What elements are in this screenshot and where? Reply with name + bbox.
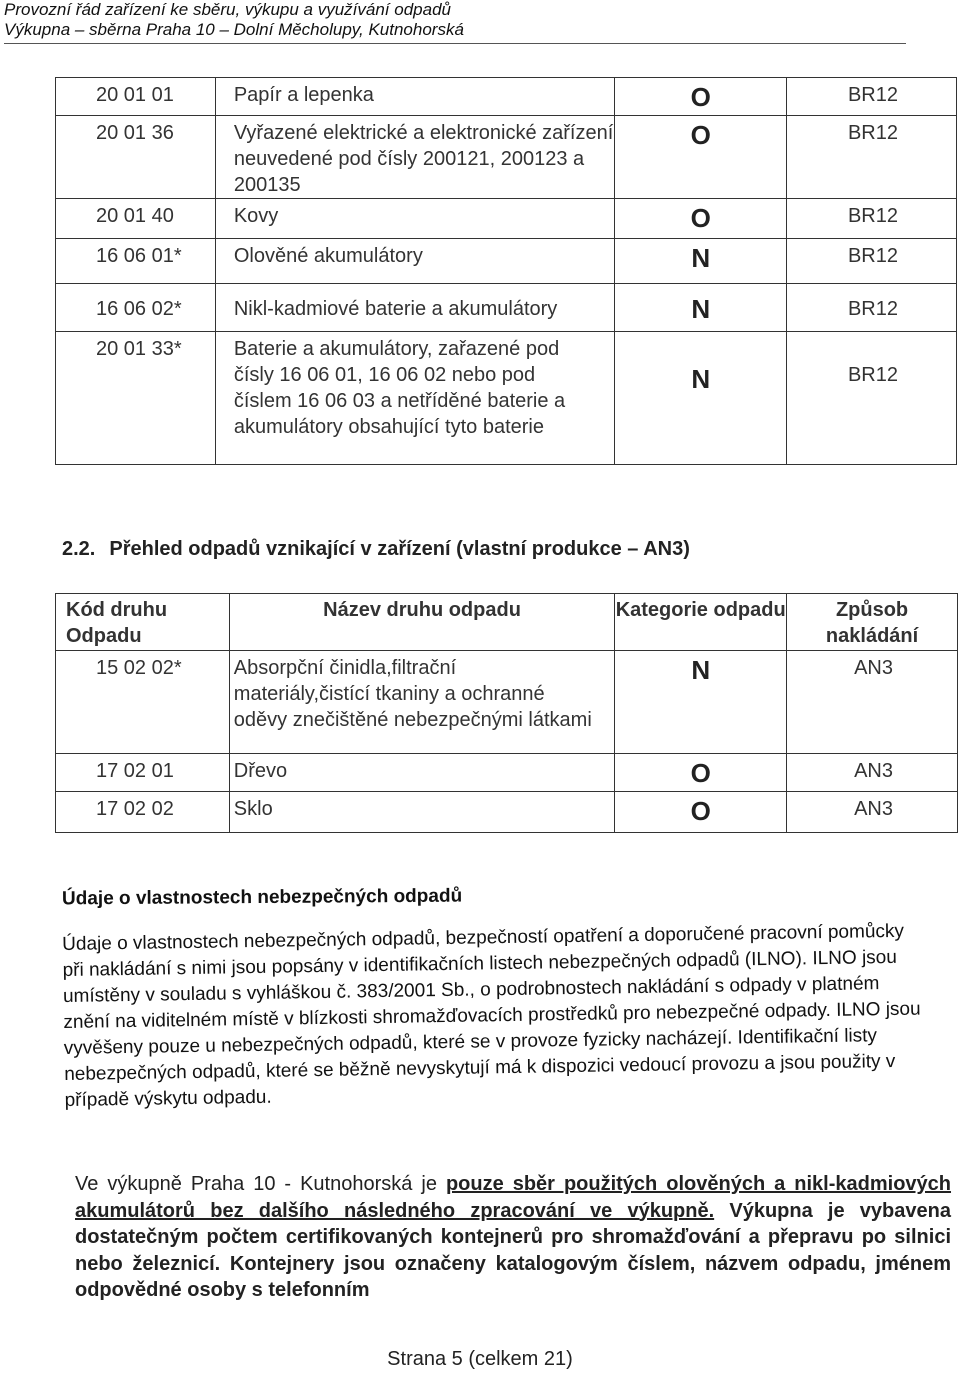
waste-code: 15 02 02* xyxy=(56,651,230,754)
table-header-row xyxy=(56,594,958,651)
hazardous-waste-paragraph: Údaje o vlastnostech nebezpečných odpadů, bezpečností opatření a doporučené pracovní pomůcky při nakládání s nimi jsou popsány v identifikačních listech nebezpečných odpadů (ILNO). ILNO jsou umístěny v souladu s vyhláškou č. 383/2001 Sb., o podrobnostech nakládání s odpady v platném znění na viditelném místě v blízkosti shromažďovacích prostředků pro nebezpečné odpady. ILNO jsou vyvěšeny pouze u nebezpečných odpadů, které se v provoze fyzicky nacházejí. Identifikační listy nebezpečných odpadů, které se běžně nevyskytují má k dispozici vedoucí provozu a jsou použity v případě výskytu odpadu. xyxy=(62,920,921,1111)
handling-method: BR12 xyxy=(787,239,957,284)
waste-name: Papír a lepenka xyxy=(215,78,615,116)
waste-code: 16 06 01* xyxy=(56,239,216,284)
header-divider xyxy=(4,43,906,44)
waste-collection-table xyxy=(55,77,957,465)
header-title: Provozní řád zařízení ke sběru, výkupu a využívání odpadů xyxy=(4,0,451,19)
waste-category: N xyxy=(615,239,787,284)
waste-name: Olověné akumulátory xyxy=(215,239,615,284)
waste-code: 20 01 36 xyxy=(56,116,216,199)
waste-code: 17 02 01 xyxy=(56,754,230,792)
waste-code: 20 01 33* xyxy=(56,332,216,465)
handling-method: BR12 xyxy=(787,116,957,199)
handling-method: BR12 xyxy=(787,78,957,116)
column-header-category: Kategorie odpadu xyxy=(615,594,787,651)
waste-category: N xyxy=(615,284,787,332)
table-row xyxy=(56,239,957,284)
page-number: Strana 5 (celkem 21) xyxy=(387,1348,573,1370)
own-production-waste-table xyxy=(55,593,958,833)
waste-name: Baterie a akumulátory, zařazené pod čísly 16 06 01, 16 06 02 nebo pod číslem 16 06 03 a netříděné baterie a akumulátory obsahující tyto baterie xyxy=(215,332,615,465)
waste-category: O xyxy=(615,792,787,833)
table-row xyxy=(56,754,958,792)
handling-method: BR12 xyxy=(787,284,957,332)
handling-method: AN3 xyxy=(787,754,958,792)
waste-name: Dřevo xyxy=(229,754,615,792)
waste-category: O xyxy=(615,116,787,199)
page-header xyxy=(4,0,904,40)
hazardous-waste-heading: Údaje o vlastnostech nebezpečných odpadů xyxy=(61,885,463,910)
section-number: 2.2. xyxy=(62,538,96,560)
waste-code: 17 02 02 xyxy=(56,792,230,833)
column-header-code: Kód druhu Odpadu xyxy=(56,594,230,651)
section-heading xyxy=(62,538,690,561)
table-row xyxy=(56,792,958,833)
header-subtitle: Výkupna – sběrna Praha 10 – Dolní Měcholupy, Kutnohorská xyxy=(4,20,464,39)
table-row xyxy=(56,116,957,199)
waste-code: 20 01 01 xyxy=(56,78,216,116)
table-row xyxy=(56,78,957,116)
closing-text-intro: Ve výkupně Praha 10 - Kutnohorská je xyxy=(75,1173,446,1195)
waste-name: Sklo xyxy=(229,792,615,833)
table-row xyxy=(56,651,958,754)
waste-name: Vyřazené elektrické a elektronické zařízení neuvedené pod čísly 200121, 200123 a 200135 xyxy=(215,116,615,199)
waste-name: Absorpční činidla,filtrační materiály,čistící tkaniny a ochranné oděvy znečištěné nebezpečnými látkami xyxy=(229,651,615,754)
handling-method: AN3 xyxy=(787,792,958,833)
handling-method: AN3 xyxy=(787,651,958,754)
table-row xyxy=(56,332,957,465)
closing-text-bold: Výkupna je vybavena dostatečným počtem certifikovaných kontejnerů pro shromažďování a přepravu po silnici nebo železnicí. Kontejnery jsou označeny katalogovým číslem, názvem odpadu, jménem odpovědné osoby s telefonním xyxy=(75,1199,951,1301)
column-header-name: Název druhu odpadu xyxy=(229,594,615,651)
waste-category: N xyxy=(615,651,787,754)
waste-code: 20 01 40 xyxy=(56,199,216,239)
closing-paragraph xyxy=(75,1171,951,1304)
waste-category: O xyxy=(615,78,787,116)
section-title: Přehled odpadů vznikající v zařízení (vlastní produkce – AN3) xyxy=(109,538,690,560)
waste-code: 16 06 02* xyxy=(56,284,216,332)
table-row xyxy=(56,284,957,332)
closing-text-underlined: pouze sběr použitých olověných a nikl-kadmiových akumulátorů bez dalšího následného zpracování ve výkupně. xyxy=(75,1173,952,1222)
handling-method: BR12 xyxy=(787,199,957,239)
table-row xyxy=(56,199,957,239)
waste-name: Nikl-kadmiové baterie a akumulátory xyxy=(215,284,615,332)
waste-category: N xyxy=(615,332,787,465)
waste-category: O xyxy=(615,754,787,792)
column-header-method: Způsob nakládání xyxy=(787,594,958,651)
waste-name: Kovy xyxy=(215,199,615,239)
handling-method: BR12 xyxy=(787,332,957,465)
waste-category: O xyxy=(615,199,787,239)
